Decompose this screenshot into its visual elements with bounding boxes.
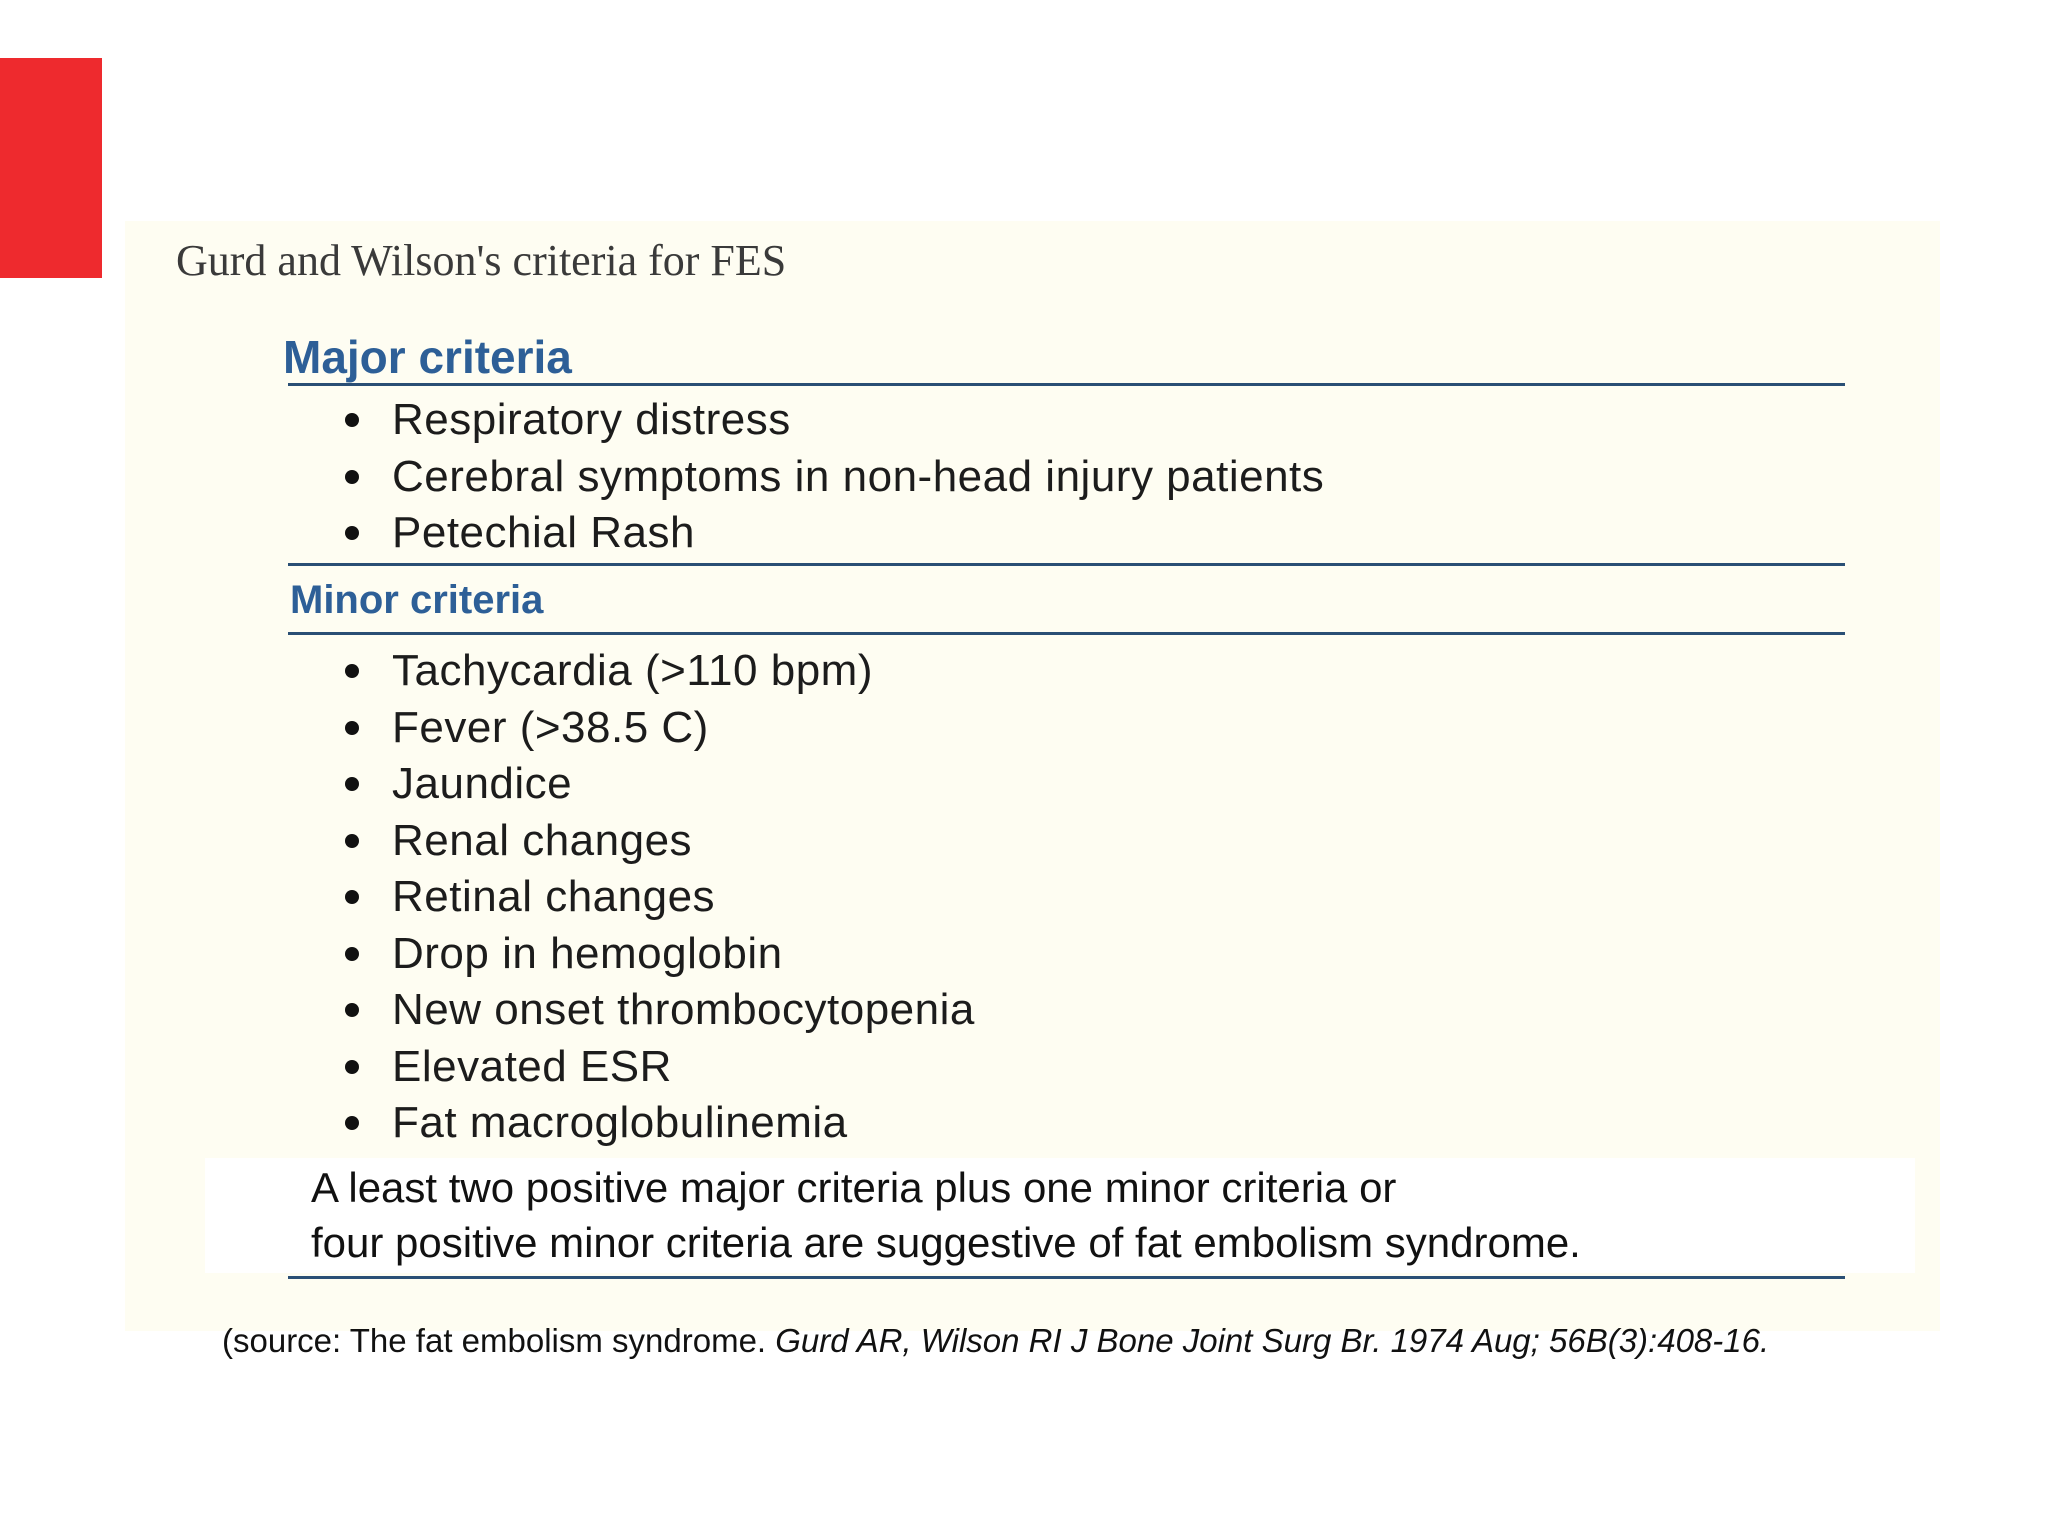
list-item [345,700,975,757]
minor-criterion-text: Retinal changes [392,872,716,922]
bullet-icon [345,1060,359,1074]
bullet-icon [345,947,359,961]
minor-criterion-text: Fever (>38.5 C) [392,702,709,752]
list-item [345,643,975,700]
summary-line-1: A least two positive major criteria plus one minor criteria or [311,1164,1397,1211]
minor-criterion-text: Tachycardia (>110 bpm) [392,646,873,696]
source-prefix: (source: The fat embolism syndrome. [222,1322,776,1359]
minor-criteria-list [345,643,975,1152]
bullet-icon [345,526,359,540]
bullet-icon [345,834,359,848]
list-item [345,926,975,983]
bullet-icon [345,890,359,904]
red-accent-block [0,58,102,278]
list-item [345,505,1324,562]
bullet-icon [345,777,359,791]
major-criterion-text: Petechial Rash [392,508,695,558]
minor-heading-rule [288,632,1845,635]
bullet-icon [345,470,359,484]
major-criteria-list [345,392,1324,562]
bullet-icon [345,1003,359,1017]
minor-criterion-text: Drop in hemoglobin [392,928,783,978]
minor-criterion-text: Renal changes [392,815,693,865]
source-citation-line [222,1322,1769,1360]
minor-criterion-text: Jaundice [392,759,573,809]
minor-criteria-heading: Minor criteria [290,578,544,622]
summary-line-2: four positive minor criteria are suggestive of fat embolism syndrome. [311,1219,1581,1266]
table-title: Gurd and Wilson's criteria for FES [176,236,787,285]
source-reference: Gurd AR, Wilson RI J Bone Joint Surg Br. 1974 Aug; 56B(3):408-16. [775,1322,1770,1359]
list-item [345,813,975,870]
table-bottom-rule [288,1276,1845,1279]
major-criteria-heading: Major criteria [283,331,572,383]
minor-criterion-text: Fat macroglobulinemia [392,1098,848,1148]
major-criterion-text: Respiratory distress [392,395,791,445]
bullet-icon [345,664,359,678]
major-section-end-rule [288,563,1845,566]
list-item [345,1039,975,1096]
minor-criterion-text: New onset thrombocytopenia [392,985,975,1035]
bullet-icon [345,721,359,735]
list-item [345,1095,975,1152]
list-item [345,449,1324,506]
major-criterion-text: Cerebral symptoms in non-head injury patients [392,451,1325,501]
minor-criterion-text: Elevated ESR [392,1041,672,1091]
list-item [345,869,975,926]
bullet-icon [345,1116,359,1130]
major-heading-rule [288,383,1845,386]
list-item [345,392,1324,449]
bullet-icon [345,413,359,427]
list-item [345,982,975,1039]
list-item [345,756,975,813]
